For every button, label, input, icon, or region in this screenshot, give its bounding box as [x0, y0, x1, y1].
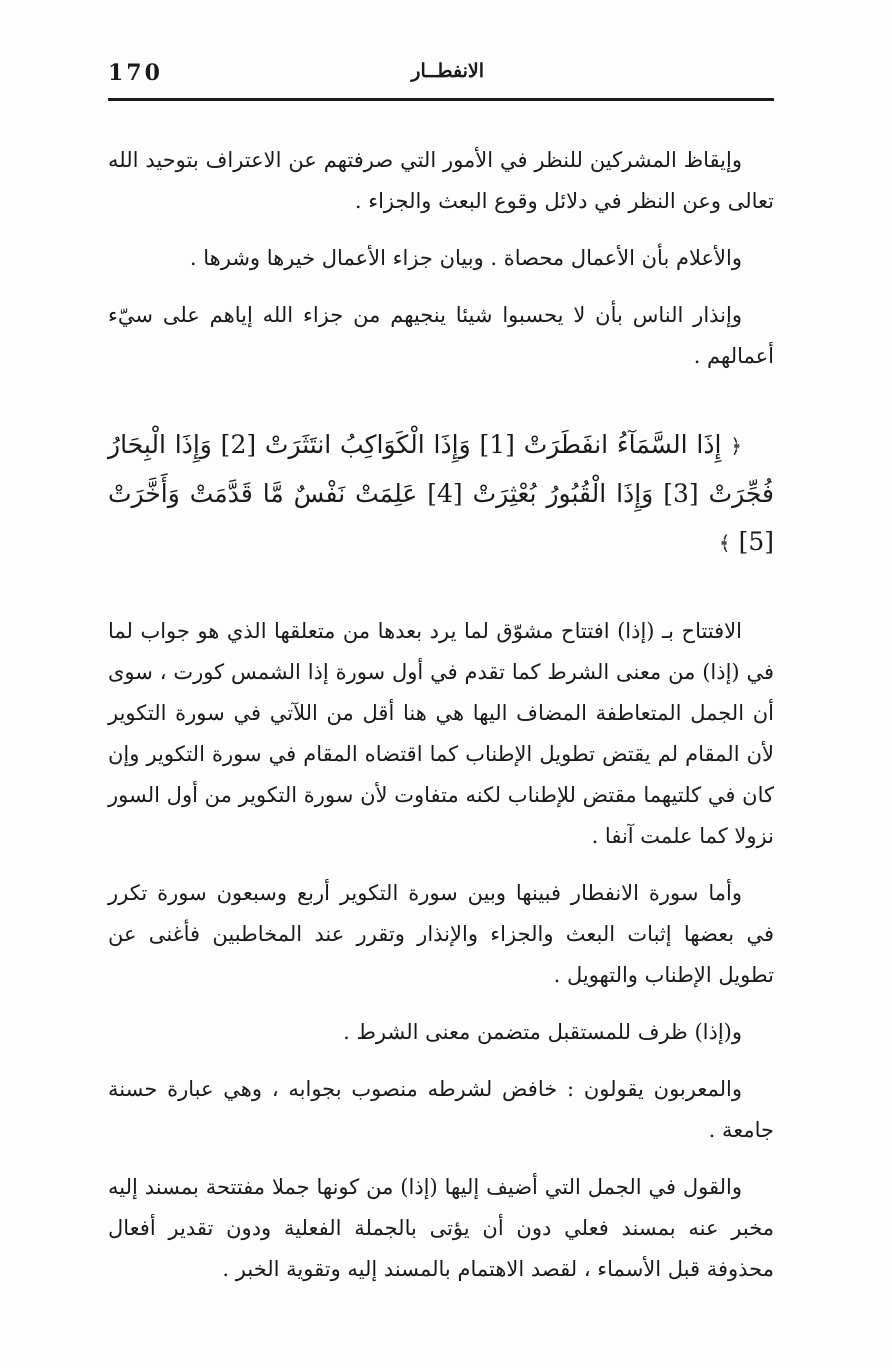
paragraph-commentary-1: الافتتاح بـ (إذا) افتتاح مشوّق لما يرد بعدها من متعلقها الذي هو جواب لما في (إذا) من معنى الشرط كما تقدم في أول سورة إذا الشمس كورت ، سوى أن الجمل المتعاطفة المضاف اليها هي هنا أقل من اللآتي في سورة التكوير لأن المقام لم يقتض تطويل الإطناب كما اقتضاه المقام في سورة التكوير وإن كان في كلتيهما مقتض للإطناب لكنه متفاوت لأن سورة التكوير من أول السور نزولا كما علمت آنفا .	[108, 619, 774, 848]
paragraph-commentary-2: وأما سورة الانفطار فبينها وبين سورة التكوير أربع وسبعون سورة تكرر في بعضها إثبات البعث والجزاء والإنذار وتقرر عند المخاطبين فأغنى عن تطويل الإطناب والتهويل .	[108, 881, 774, 987]
page-number: 170	[108, 60, 163, 86]
running-title: الانفطــار	[411, 60, 484, 82]
paragraph-intro-3: وإنذار الناس بأن لا يحسبوا شيئا ينجيهم من جزاء الله إياهم على سيّء أعمالهم .	[108, 303, 774, 368]
header-rule	[108, 98, 774, 101]
paragraph-commentary-3: و(إذا) ظرف للمستقبل متضمن معنى الشرط .	[343, 1020, 742, 1044]
verse-close-bracket: ﴾	[718, 531, 731, 555]
verse-text: إِذَا السَّمَآءُ انفَطَرَتْ [1] وَإِذَا الْكَوَاكِبُ انتَثَرَتْ [2] وَإِذَا الْبِحَارُ فُجِّرَتْ [3] وَإِذَا الْقُبُورُ بُعْثِرَتْ [4] عَلِمَتْ نَفْسٌ مَّا قَدَّمَتْ وَأَخَّرَتْ [5]	[108, 430, 774, 556]
paragraph-commentary-4: والمعربون يقولون : خافض لشرطه منصوب بجوابه ، وهي عبارة حسنة جامعة .	[108, 1077, 774, 1142]
page-header	[108, 58, 774, 92]
verse-open-bracket: ﴿	[730, 434, 742, 458]
paragraph-commentary-5: والقول في الجمل التي أضيف إليها (إذا) من كونها جملا مفتتحة بمسند إليه مخبر عنه بمسند فعلي دون أن يؤتى بالجملة الفعلية ودون تقدير أفعال محذوفة قبل الأسماء ، لقصد الاهتمام بالمسند إليه وتقوية الخبر .	[108, 1175, 774, 1281]
paragraph-intro-1: وإيقاظ المشركين للنظر في الأمور التي صرفتهم عن الاعتراف بتوحيد الله تعالى وعن النظر في دلائل وقوع البعث والجزاء .	[108, 148, 774, 213]
page-body	[108, 140, 774, 1290]
paragraph-intro-2: والأعلام بأن الأعمال محصاة . وبيان جزاء الأعمال خيرها وشرها .	[189, 246, 742, 270]
quran-verse	[108, 421, 774, 567]
